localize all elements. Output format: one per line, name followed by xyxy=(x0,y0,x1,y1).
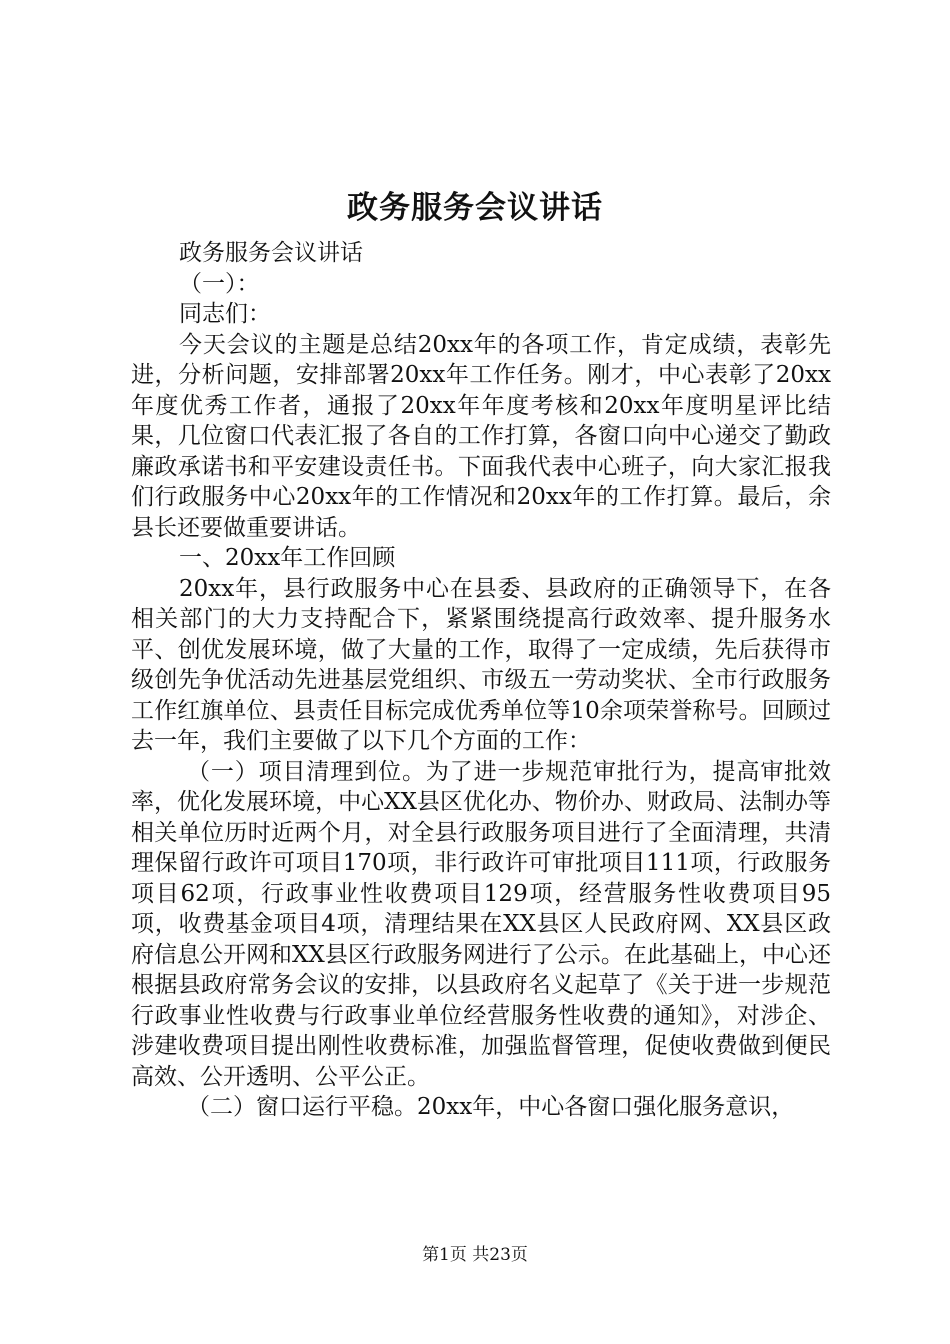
paragraph-window-operation: （二）窗口运行平稳。20xx年，中心各窗口强化服务意识， xyxy=(187,1094,795,1120)
paragraph-project-cleanup: （一）项目清理到位。为了进一步规范审批行为，提高审批效率，优化发展环境，中心XX县区优化办、物价办、财政局、法制办等相关单位历时近两个月，对全县行政服务项目进行了全面清理，共清理保留行政许可项目170项，非行政许可审批项目111项，行政服务项目62项，行政事业性收费项目129项，经营服务性收费项目95项，收费基金项目4项，清理结果在XX县区人民政府网、XX县区政府信息公开网和XX县区行政服务网进行了公示。在此基础上，中心还根据县政府常务会议的安排，以县政府名义起草了《关于进一步规范行政事业性收费与行政事业单位经营服务性收费的通知》，对涉企、涉建收费项目提出刚性收费标准，加强监督管理，促使收费做到便民高效、公开透明、公平公正。 xyxy=(131,758,831,1090)
document-body xyxy=(131,238,831,1123)
document-title: 政务服务会议讲话 xyxy=(347,190,603,226)
paragraph-subtitle: 政务服务会议讲话 xyxy=(179,240,363,266)
page-footer: 第1页 共23页 xyxy=(422,1245,528,1265)
paragraph-salutation: 同志们： xyxy=(179,301,271,327)
paragraph-heading-review: 一、20xx年工作回顾 xyxy=(179,545,396,571)
paragraph-intro: 今天会议的主题是总结20xx年的各项工作，肯定成绩，表彰先进，分析问题，安排部署20xx年工作任务。刚才，中心表彰了20xx年度优秀工作者，通报了20xx年年度考核和20xx年度明星评比结果，几位窗口代表汇报了各自的工作打算，各窗口向中心递交了勤政廉政承诺书和平安建设责任书。下面我代表中心班子，向大家汇报我们行政服务中心20xx年的工作情况和20xx年的工作打算。最后，余县长还要做重要讲话。 xyxy=(131,331,831,541)
paragraph-review: 20xx年，县行政服务中心在县委、县政府的正确领导下，在各相关部门的大力支持配合下，紧紧围绕提高行政效率、提升服务水平、创优发展环境，做了大量的工作，取得了一定成绩，先后获得市级创先争优活动先进基层党组织、市级五一劳动奖状、全市行政服务工作红旗单位、县责任目标完成优秀单位等10余项荣誉称号。回顾过去一年，我们主要做了以下几个方面的工作： xyxy=(131,575,831,754)
paragraph-section-mark: （一）： xyxy=(179,270,260,297)
